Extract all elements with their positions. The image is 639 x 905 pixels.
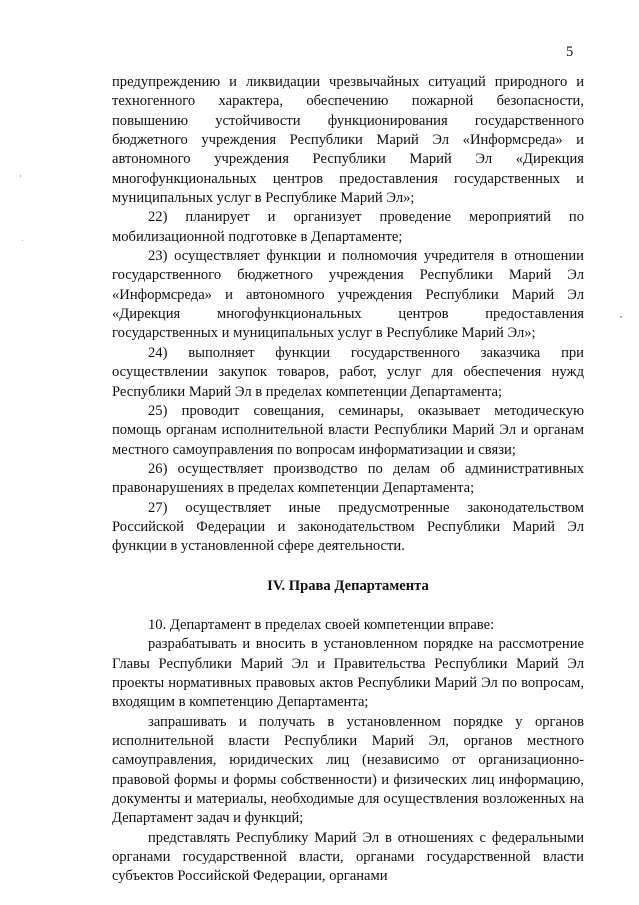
paragraph: 22) планирует и организует проведение мероприятий по мобилизационной подготовке в Департаменте; (112, 209, 584, 245)
section-title: IV. Права Департамента (267, 577, 429, 594)
scan-speck (620, 316, 622, 318)
page-number: 5 (566, 44, 574, 60)
paragraph: представлять Республику Марий Эл в отношениях с федеральными органами государственной власти, органами государственной власти субъектов Российской Федерации, органами (112, 829, 584, 885)
paragraph: 24) выполняет функции государственного заказчика при осуществлении закупок товаров, работ, услуг для обеспечения нужд Республики Марий Эл в пределах компетенции Департамента; (112, 344, 584, 400)
scan-speck (22, 240, 23, 241)
scan-speck (20, 175, 21, 177)
paragraph: предупреждению и ликвидации чрезвычайных ситуаций природного и техногенного характера, обеспечению пожарной безопасности, повышению устойчивости функционирования государственного бюджетного учреждения Республики Марий Эл «Информсреда» и автономного учреждения Республики Марий Эл «Дирекция многофункциональных центров предоставления государственных и муниципальных услуг в Республике Марий Эл»; (112, 74, 584, 207)
document-body (112, 73, 584, 887)
paragraph: 26) осуществляет производство по делам об административных правонарушениях в пределах компетенции Департамента; (112, 460, 584, 497)
paragraph: 23) осуществляет функции и полномочия учредителя в отношении государственного бюджетного учреждения Республики Марий Эл «Информсреда» и автономного учреждения Республики Марий Эл «Дирекция многофункциональных центров предоставления государственных и муниципальных услуг в Республике Марий Эл»; (112, 248, 584, 342)
paragraph: 10. Департамент в пределах своей компетенции вправе: (148, 616, 495, 633)
paragraph: разрабатывать и вносить в установленном порядке на рассмотрение Главы Республики Марий Эл и Правительства Республики Марий Эл проекты нормативных правовых актов Республики Марий Эл по вопросам, входящим в компетенцию Департамента; (112, 636, 584, 711)
paragraph: 25) проводит совещания, семинары, оказывает методическую помощь органам исполнительной власти Республики Марий Эл и органам местного самоуправления по вопросам информатизации и связи; (112, 402, 584, 458)
paragraph: запрашивать и получать в установленном порядке у органов исполнительной власти Республики Марий Эл, органов местного самоуправления, юридических лиц (независимо от организационно-правовой формы и формы собственности) и физических лиц информацию, документы и материалы, необходимые для осуществления возложенных на Департамент задач и функций; (112, 713, 584, 827)
paragraph: 27) осуществляет иные предусмотренные законодательством Российской Федерации и законодательством Республики Марий Эл функции в установленной сфере деятельности. (112, 499, 584, 555)
